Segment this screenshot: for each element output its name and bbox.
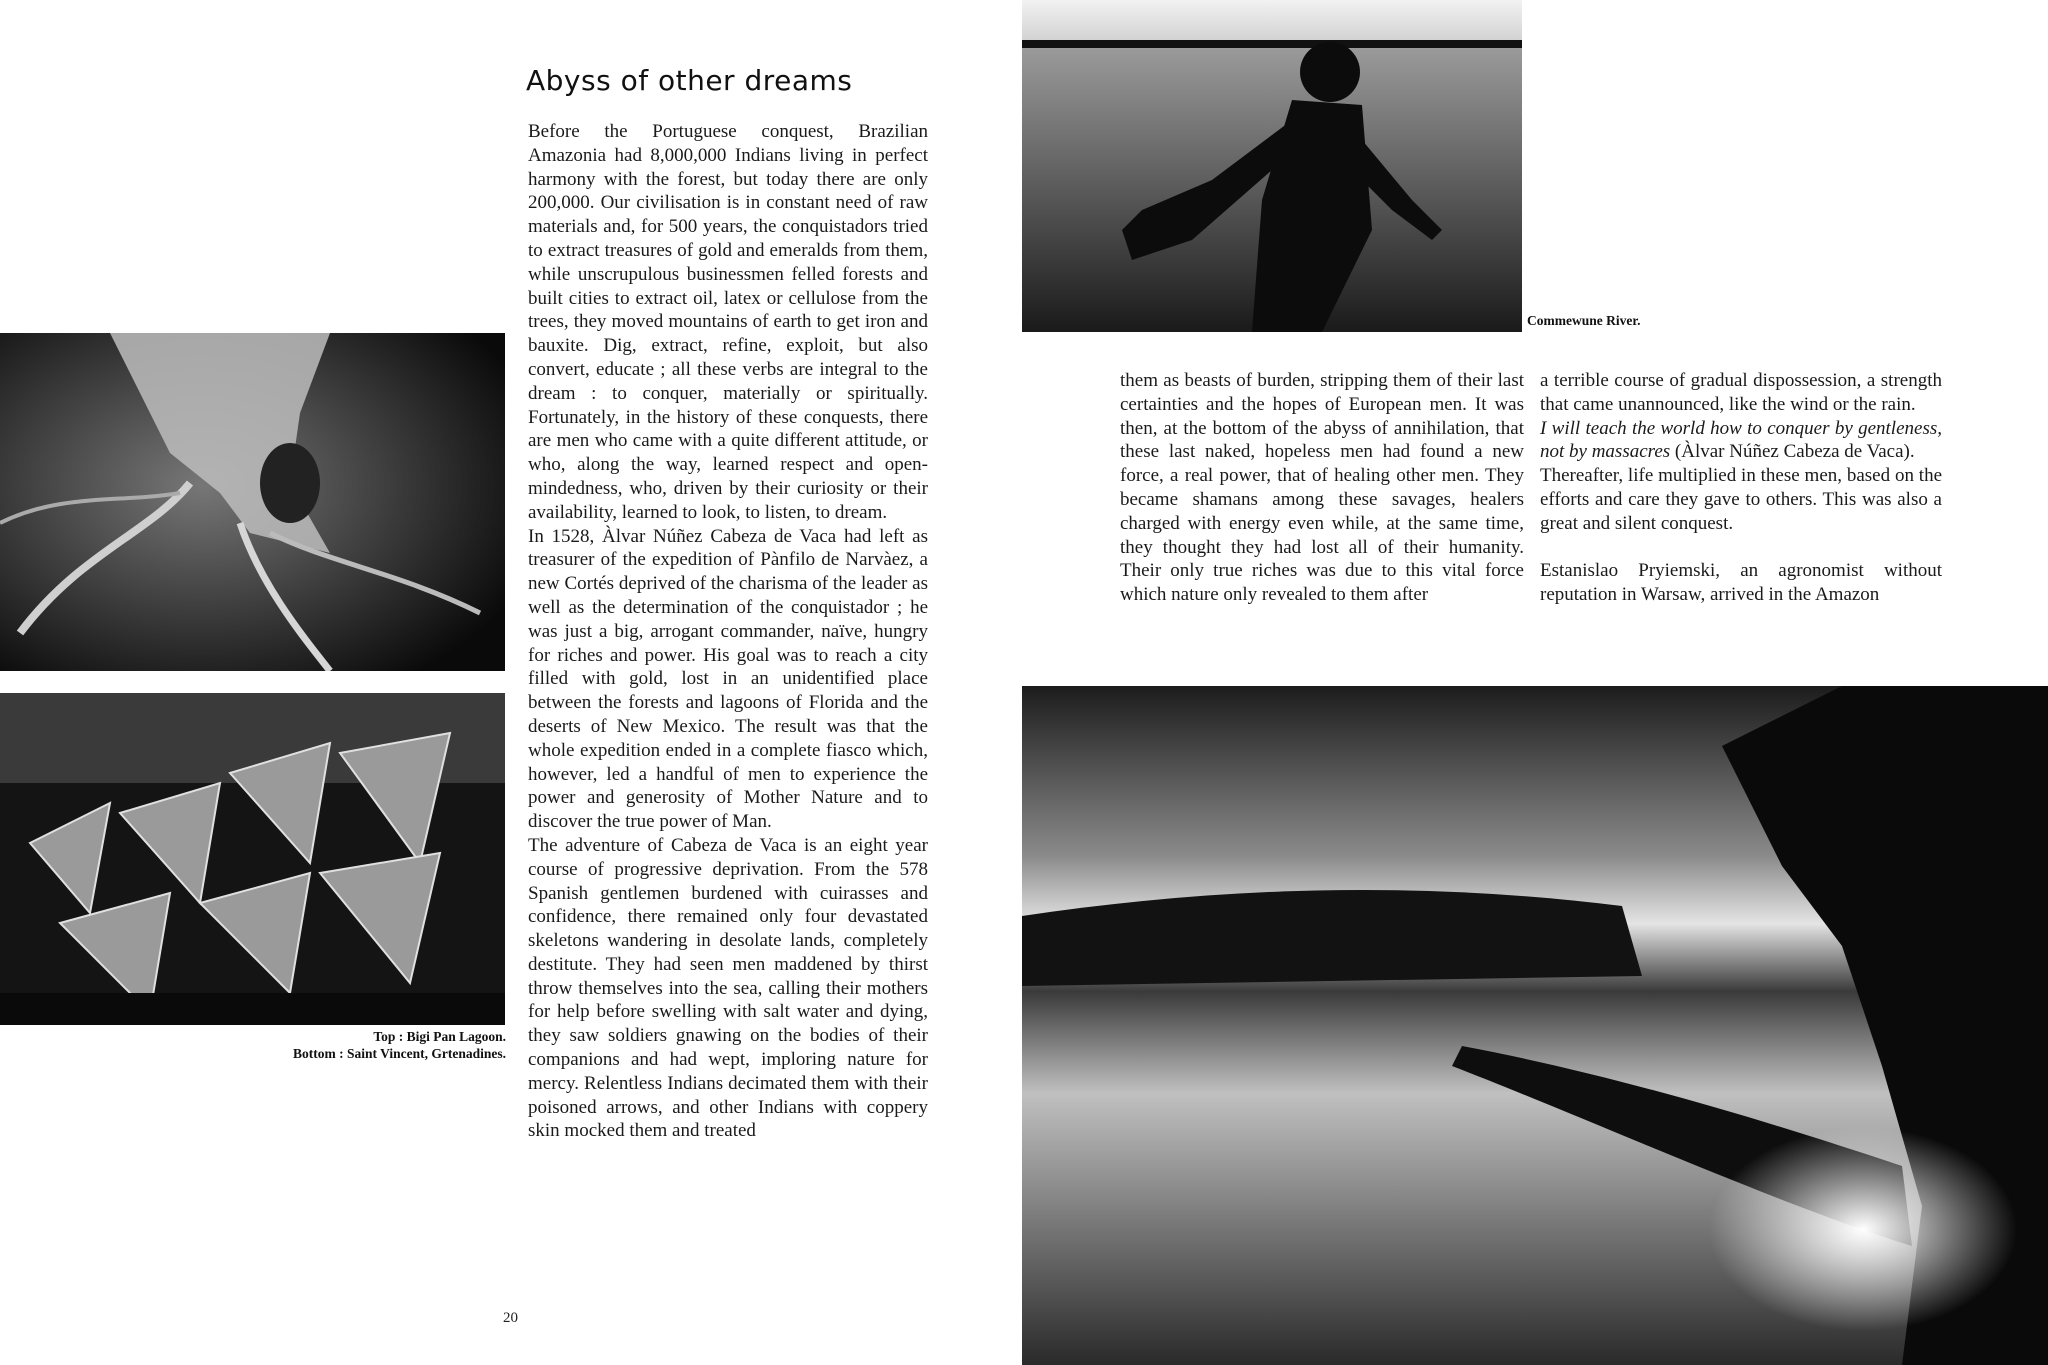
article-paragraph: Estanislao Pryiemski, an agronomist without reputation in Warsaw, arrived in the Amazon [1540, 560, 1942, 606]
photo-caption-left [186, 1028, 506, 1062]
page-number: 20 [503, 1310, 518, 1326]
article-quote: I will teach the world how to conquer by gentleness, not by massacres [1540, 417, 1942, 463]
photo-river-swimmer [1022, 0, 1522, 332]
article-column-right [1540, 369, 1942, 607]
caption-bottom-line: Bottom : Saint Vincent, Grtenadines. [292, 1046, 506, 1061]
article-paragraph: them as beasts of burden, stripping them of their last certainties and the hopes of European men. It was then, at the bottom of the abyss of annihilation, that these last naked, hopeless men had found a new force, a real power, that of healing other men. They became shamans among these savages, healers charged with energy even while, at the same time, they thought they had lost all of their humanity. Their only true riches was due to this vital force which nature only revealed to them after [1120, 370, 1524, 606]
article-quote-paragraph [1540, 417, 1942, 465]
article-paragraph: In 1528, Àlvar Núñez Cabeza de Vaca had left as treasurer of the expedition of Pànfilo de Narvàez, a new Cortés deprived of the charisma of the leader as well as the determination of the conquistador ; he was just a big, arrogant commander, naïve, hungry for riches and power. His goal was to reach a city filled with gold, lost in an unidentified place between the forests and lagoons of Florida and the deserts of New Mexico. The result was that the whole expedition ended in a complete fiasco which, however, led a handful of men to experience the power and generosity of Mother Nature and to discover the true power of Man. [528, 525, 928, 833]
article-column-middle [1120, 369, 1524, 607]
quote-attribution: (Àlvar Núñez Cabeza de Vaca). [1670, 441, 1915, 463]
caption-top-line: Top : Bigi Pan Lagoon. [373, 1029, 506, 1044]
article-column-left [528, 120, 928, 1143]
article-paragraph: Thereafter, life multiplied in these men, based on the efforts and care they gave to others. This was also a great and silent conquest. [1540, 465, 1942, 534]
photo-leaves [0, 693, 505, 1025]
photo-caption-right: Commewune River. [1527, 313, 1641, 328]
paragraph-spacer [1540, 536, 1942, 560]
article-paragraph: The adventure of Cabeza de Vaca is an eight year course of progressive deprivation. From the 578 Spanish gentlemen burdened with cuirasses and confidence, there remained only four devastated skeletons wandering in desolate lands, completely destitute. They had seen men maddened by thirst throw themselves into the sea, calling their mothers for help before swelling with salt water and dying, they saw soldiers gnawing on the bodies of their companions and had wept, imploring nature for mercy. Relentless Indians decimated them with their poisoned arrows, and other Indians with coppery skin mocked them and treated [528, 834, 928, 1142]
article-paragraph: a terrible course of gradual dispossession, a strength that came unannounced, like the wind or the rain. [1540, 370, 1942, 415]
photo-boat-dusk [1022, 686, 2048, 1365]
article-paragraph: Before the Portuguese conquest, Brazilian Amazonia had 8,000,000 Indians living in perfect harmony with the forest, but today there are only 200,000. Our civilisation is in constant need of raw materials and, for 500 years, the conquistadors tried to extract treasures of gold and emeralds from them, while unscrupulous businessmen felled forests and built cities to extract oil, latex or cellulose from the trees, they moved mountains of earth to get iron and bauxite. Dig, extract, refine, exploit, but also convert, educate ; all these verbs are integral to the dream : to conquer, materially or spiritually. Fortunately, in the history of these conquests, there are men who came with a quite different attitude, or who, along the way, learned respect and open-mindedness, who, driven by their curiosity or their availability, learned to look, to listen, to dream. [528, 121, 928, 523]
article-title: Abyss of other dreams [526, 64, 853, 97]
photo-tree-roots [0, 333, 505, 671]
